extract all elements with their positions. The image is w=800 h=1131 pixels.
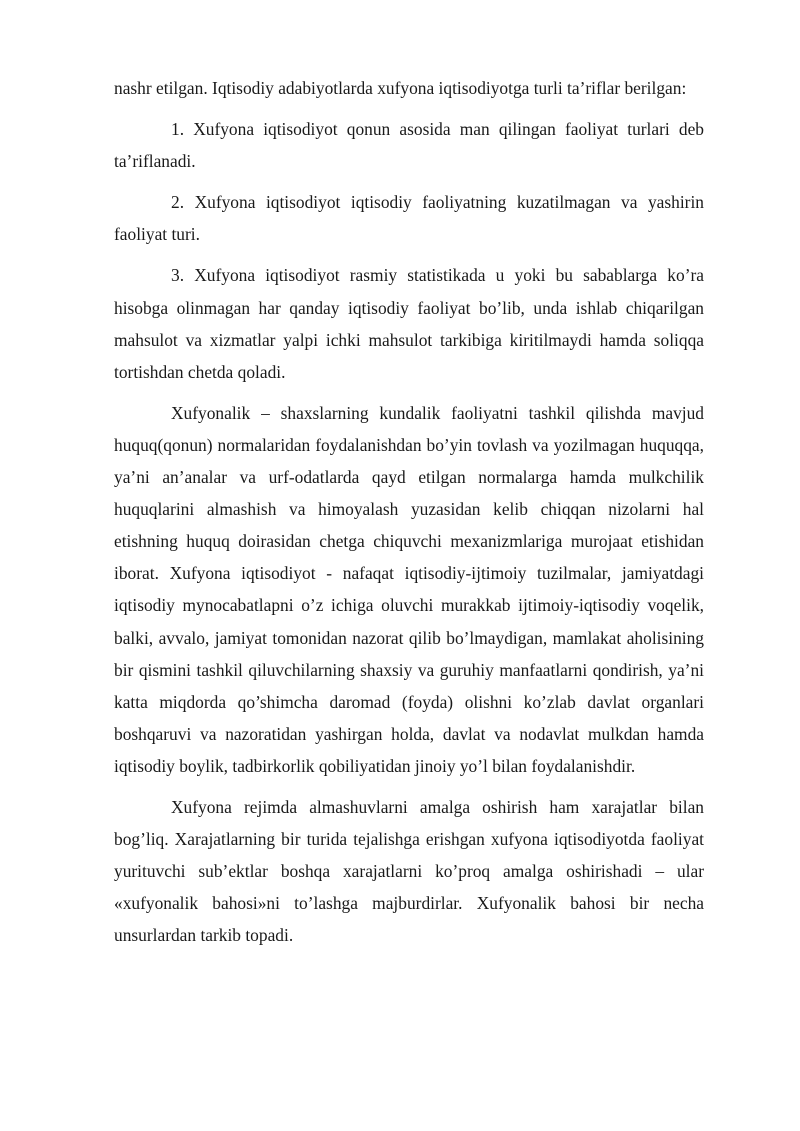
paragraph-xufyona-rejim: Xufyona rejimda almashuvlarni amalga oshirish ham xarajatlar bilan bog’liq. Xarajatlarning bir turida tejalishga erishgan xufyona iqtisodiyotda faoliyat yurituvchi sub’ektlar boshqa xarajatlarni ko’proq amalga oshirishadi – ular «xufyonalik bahosi»ni to’lashga majburdirlar. Xufyonalik bahosi bir necha unsurlardan tarkib topadi.	[114, 796, 704, 946]
paragraph-definition-3: 3. Xufyona iqtisodiyot rasmiy statistikada u yoki bu sabablarga ko’ra hisobga olinmagan har qanday iqtisodiy faoliyat bo’lib, unda ishlab chiqarilgan mahsulot va xizmatlar yalpi ichki mahsulot tarkibiga kiritilmaydi hamda soliqqa tortishdan chetda qoladi.	[114, 265, 704, 382]
paragraph-definition-1: 1. Xufyona iqtisodiyot qonun asosida man qilingan faoliyat turlari deb ta’riflanadi.	[114, 119, 704, 172]
paragraph-xufyonalik: Xufyonalik – shaxslarning kundalik faoliyatni tashkil qilishda mavjud huquq(qonun) normalaridan foydalanishdan bo’yin tovlash va yozilmagan huquqqa, ya’ni an’analar va urf-odatlarda qayd etilgan normalarga hamda mulkchilik huquqlarini almashish va himoyalash yuzasidan kelib chiqqan nizolarni hal etishning huquq doirasidan chetga chiquvchi mexanizmlariga murojaat etishidan iborat. Xufyona iqtisodiyot - nafaqat iqtisodiy-ijtimoiy tuzilmalar, jamiyatdagi iqtisodiy mynocabatlapni o’z ichiga oluvchi murakkab ijtimoiy-iqtisodiy voqelik, balki, avvalo, jamiyat tomonidan nazorat qilib bo’lmaydigan, mamlakat aholisining bir qismini tashkil qiluvchilarning shaxsiy va guruhiy manfaatlarni qondirish, ya’ni katta miqdorda qo’shimcha daromad (foyda) olishni ko’zlab davlat organlari boshqaruvi va nazoratidan yashirgan holda, davlat va nodavlat mulkdan hamda iqtisodiy boylik, tadbirkorlik qobiliyatidan jinoiy yo’l bilan foydalanishdir.	[114, 402, 704, 776]
document-page	[114, 72, 704, 960]
paragraph-definition-2: 2. Xufyona iqtisodiyot iqtisodiy faoliyatning kuzatilmagan va yashirin faoliyat turi.	[114, 192, 704, 245]
paragraph-intro: nashr etilgan. Iqtisodiy adabiyotlarda xufyona iqtisodiyotga turli ta’riflar berilgan:	[114, 78, 687, 98]
